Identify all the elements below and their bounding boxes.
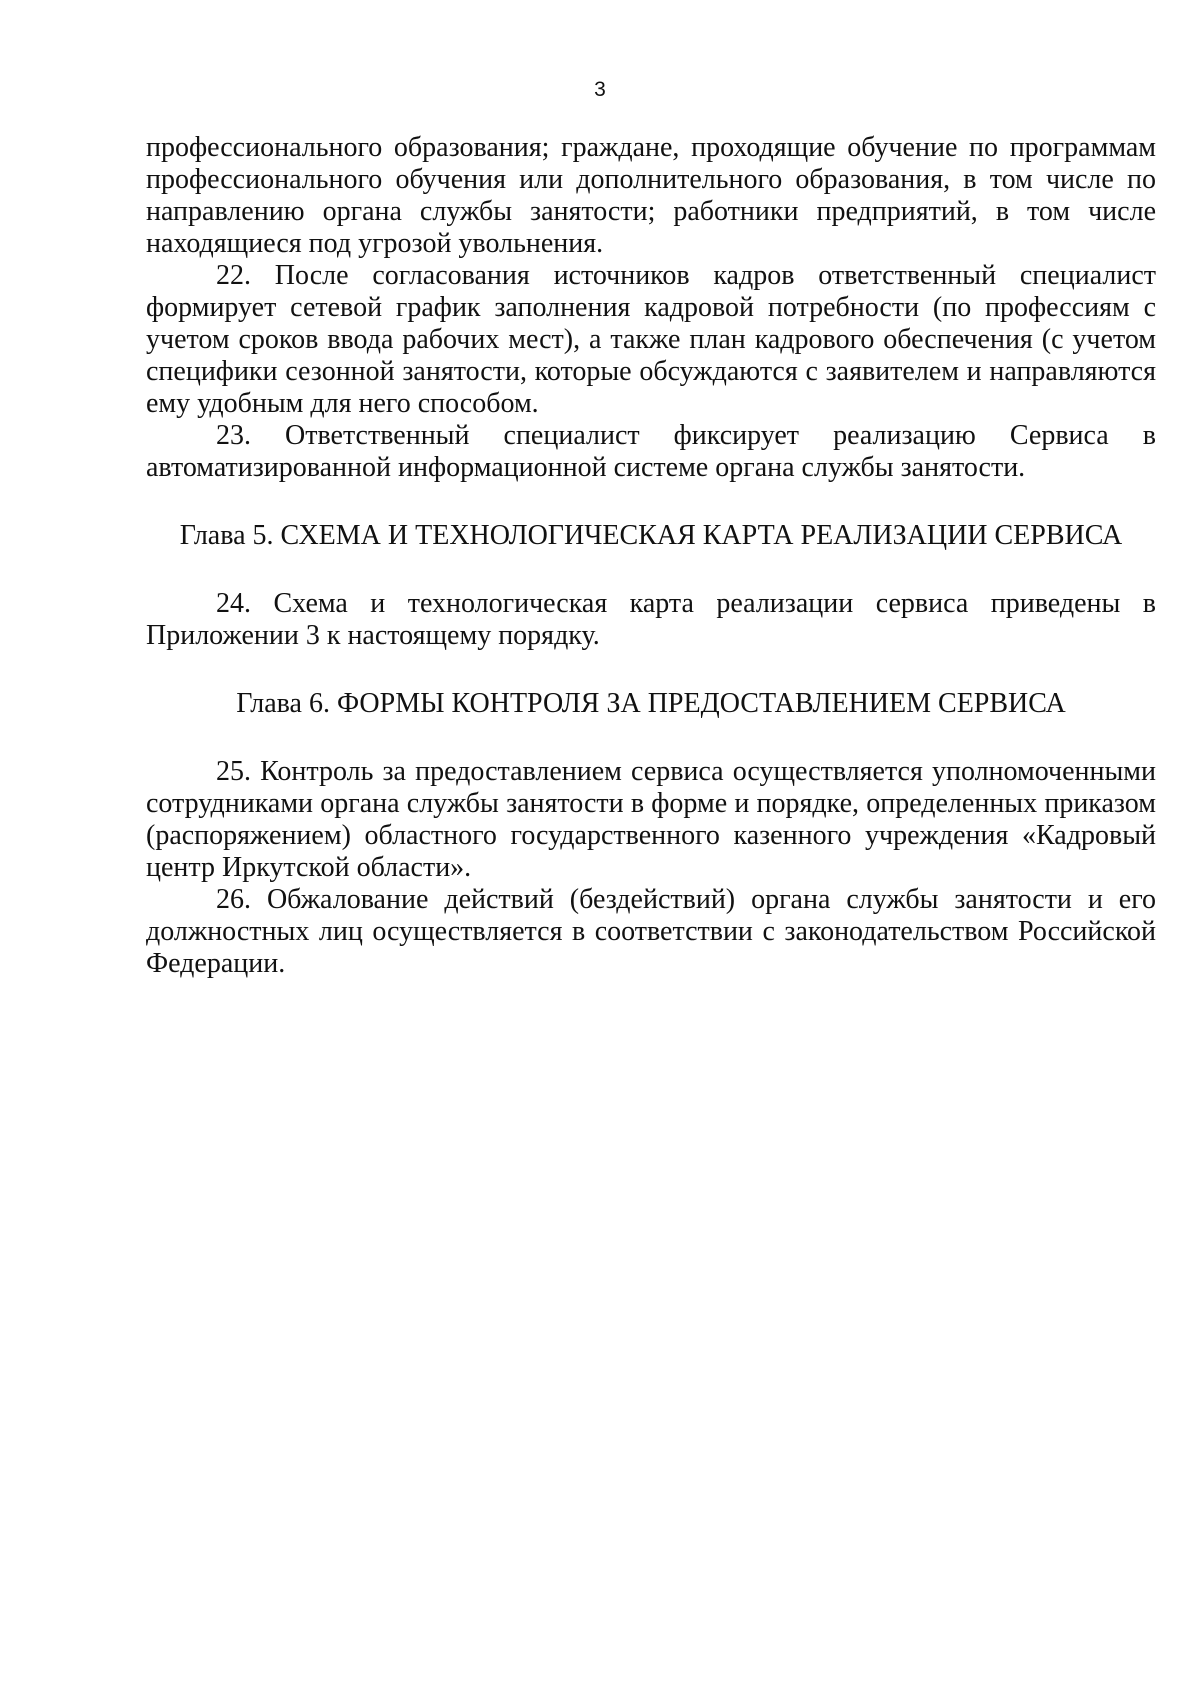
paragraph-25: 25. Контроль за предоставлением сервиса осуществляется уполномоченными сотрудниками органа службы занятости в форме и порядке, определенных приказом (распоряжением) областного государственного казенного учреждения «Кадровый центр Иркутской области». bbox=[146, 756, 1156, 883]
paragraph-continuation: профессионального образования; граждане, проходящие обучение по программам профессионального обучения или дополнительного образования, в том числе по направлению органа службы занятости; работники предприятий, в том числе находящиеся под угрозой увольнения. bbox=[146, 132, 1156, 259]
paragraph-24: 24. Схема и технологическая карта реализации сервиса приведены в Приложении 3 к настоящему порядку. bbox=[146, 588, 1156, 651]
paragraph-22: 22. После согласования источников кадров ответственный специалист формирует сетевой график заполнения кадровой потребности (по профессиям с учетом сроков ввода рабочих мест), а также план кадрового обеспечения (с учетом специфики сезонной занятости, которые обсуждаются с заявителем и направляются ему удобным для него способом. bbox=[146, 260, 1156, 419]
chapter-6-heading: Глава 6. ФОРМЫ КОНТРОЛЯ ЗА ПРЕДОСТАВЛЕНИЕМ СЕРВИСА bbox=[236, 688, 1066, 719]
chapter-5-heading: Глава 5. СХЕМА И ТЕХНОЛОГИЧЕСКАЯ КАРТА РЕАЛИЗАЦИИ СЕРВИСА bbox=[179, 520, 1123, 551]
paragraph-23: 23. Ответственный специалист фиксирует реализацию Сервиса в автоматизированной информационной системе органа службы занятости. bbox=[146, 420, 1156, 483]
paragraph-26: 26. Обжалование действий (бездействий) органа службы занятости и его должностных лиц осуществляется в соответствии с законодательством Российской Федерации. bbox=[146, 884, 1156, 979]
page-number: 3 bbox=[594, 78, 606, 101]
document-body bbox=[146, 132, 1156, 980]
